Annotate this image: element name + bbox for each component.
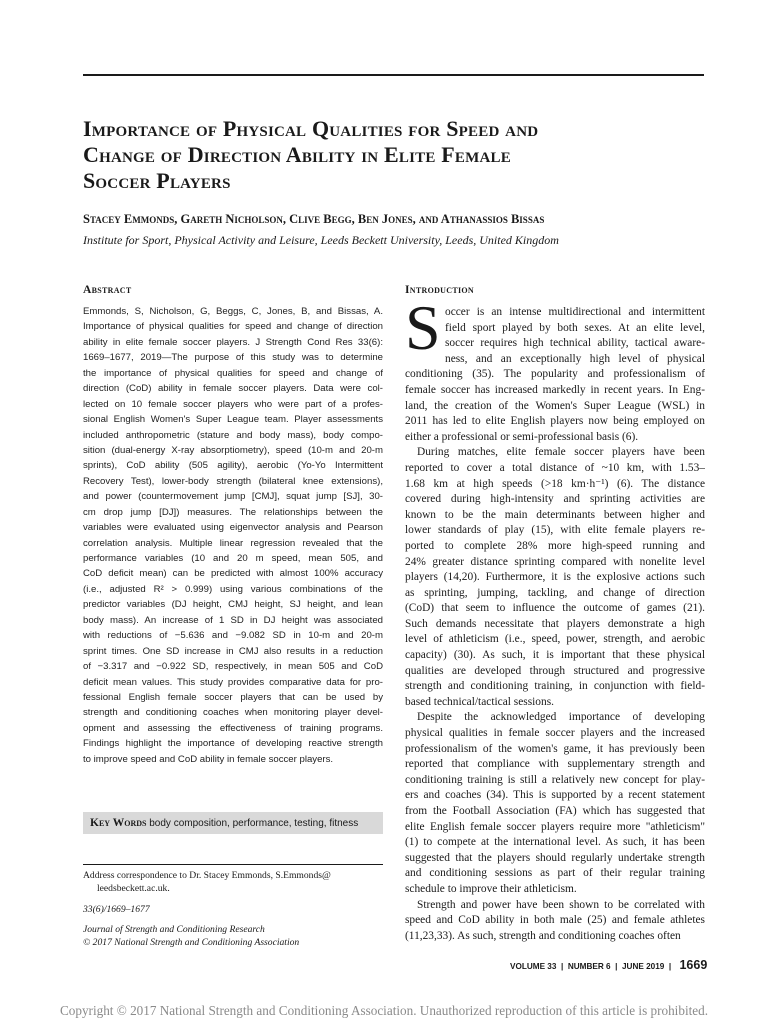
intro-line: known to be the main determinants between higher and [405,508,705,521]
intro-line: elite English female soccer players require more "athleticism" [405,820,705,833]
abstract-line: Findings highlight the importance of developing reactive strength [83,738,383,750]
abstract-line: sition (dual-energy X-ray absorptiometry), speed (10-m and 20-m [83,444,383,456]
abstract-line: variables were evaluated using eigenvector analysis and Pearson [83,522,383,534]
abstract-line: opment and assessing the effectiveness of training programs. [83,722,383,734]
intro-line: (1) to compete at the international level. As such, it has been [405,836,705,849]
folio-page-number: 1669 [679,958,708,972]
abstract-line: included anthropometric (stature and body mass), body compo- [83,429,383,441]
top-rule [83,74,704,76]
keywords-text: body composition, performance, testing, fitness [149,818,359,829]
title-line-2: Change of Direction Ability in Elite Female [83,142,511,167]
introduction-body [405,305,705,944]
abstract-body [83,304,383,767]
intro-line: speed and CoD ability in both male (25) and female athletes [405,914,705,927]
journal-copyright: © 2017 National Strength and Conditioning Association [83,937,300,949]
abstract-line: body mass). An increase of 1 SD in DJ height was associated [83,614,383,626]
intro-line: physical qualities in female soccer players and the increased [405,727,705,740]
abstract-line: of −3.317 and −0.922 SD, respectively, in mean 505 and CoD [83,661,383,673]
abstract-line: sprint times. One SD increase in CMJ also results in a reduction [83,645,383,657]
intro-line: occer is an intense multidirectional and intermittent [445,306,705,318]
copyright-watermark: Copyright © 2017 National Strength and Conditioning Association. Unauthorized reproduction of this article is prohibited. [59,1003,709,1018]
intro-line: strength and conditioning training, in conjunction with field- [405,680,705,693]
intro-line: suggested that the players should regularly undertake strength [405,851,705,864]
page-folio: VOLUME 33 | NUMBER 6 | JUNE 2019 | 1669 [510,958,708,972]
intro-line: schedule to improve their athleticism. [405,882,577,895]
abstract-line: performance variables (10 and 20 m speed, mean 505, and [83,553,383,564]
abstract-line: Importance of physical qualities for speed and change of direction [83,321,383,333]
intro-line: qualities are developed through structured and progressive [405,664,705,677]
intro-line: from the Football Association (FA) which has suggested that [405,805,705,817]
affiliation: Institute for Sport, Physical Activity and Leisure, Leeds Beckett University, Leeds, United Kingdom [83,233,559,247]
intro-line: based technical/tactical sessions. [405,695,554,708]
abstract-line: ability in elite female soccer players. J Strength Cond Res 33(6): [83,336,383,348]
intro-line: professionalism of the women's game, it has previously been [405,742,705,755]
address-line-1: Address correspondence to Dr. Stacey Emmonds, S.Emmonds@ [83,870,331,881]
intro-line: (CoD) that seem to influence the outcome of games (21). [405,602,705,615]
footnote-rule [83,864,383,865]
address-line-2: leedsbeckett.ac.uk. [97,882,170,894]
intro-line: as sprinting, jumping, tackling, and change of direction [405,586,705,599]
abstract-line: the importance of physical qualities for speed and change of [83,367,383,379]
folio-volume: VOLUME 33 [510,962,557,971]
abstract-line: lected on 10 female soccer players who were part of a profes- [83,398,383,410]
abstract-line: Emmonds, S, Nicholson, G, Beggs, C, Jones, B, and Bissas, A. [83,306,383,317]
abstract-line: correlation analysis. Multiple linear regression revealed that the [83,537,383,549]
abstract-line: predictor variables (DJ height, CMJ height, SJ height, and lean [83,599,383,611]
intro-line: reported to cover a total distance of ~10 km, with 1.53– [405,461,705,474]
abstract-line: sprints), CoD ability (505 agility), aerobic (Yo-Yo Intermittent [83,460,383,472]
intro-line: During matches, elite female soccer players have been [417,446,705,459]
intro-line: 1.68 km at high speeds (>18 km·h⁻¹) (6). The distance [405,477,705,490]
abstract-line: 1669–1677, 2019—The purpose of this study was to determine [83,352,383,364]
intro-line: soccer requires high technical ability, tactical aware- [445,337,705,350]
folio-date: JUNE 2019 [622,962,665,971]
intro-line: field sport played by both sexes. At an elite level, [445,321,705,334]
title-line-1: Importance of Physical Qualities for Speed and [83,116,539,141]
intro-line: level of athleticism (i.e., speed, power, strength, and aerobic [405,633,705,646]
intro-line: Despite the acknowledged importance of developing [417,711,705,724]
intro-line: Such demands necessitate that players demonstrate a high [405,617,705,630]
abstract-line: cm drop jump [DJ]) measures. The relationships between the [83,506,383,518]
abstract-line: direction (CoD) ability in female soccer players. Data were col- [83,383,383,395]
intro-line: lower standards of play (15), with elite female players re- [405,524,705,537]
abstract-line: Recovery Test), lower-body strength (bilateral knee extensions), [83,475,383,487]
intro-line: reported that compliance with supplementary strength and [405,758,705,771]
journal-name: Journal of Strength and Conditioning Research [83,924,265,936]
intro-line: players (14,20). Furthermore, it is the explosive actions such [405,571,705,584]
intro-line: ported to complete 28% more high-speed running and [405,539,705,552]
intro-line: and conditioning sessions as part of their regular training [405,867,705,880]
intro-line: ness, and an exceptionally high level of physical [445,352,705,365]
abstract-line: and power (countermovement jump [CMJ], squat jump [SJ], 30- [83,491,383,503]
author-list: Stacey Emmonds, Gareth Nicholson, Clive Begg, Ben Jones, and Athanassios Bissas [83,212,545,226]
intro-line: 2011 has led to elite English players now being employed on [405,415,705,428]
intro-line: ers and coaches (34). This is supported by a recent statement [405,789,705,802]
abstract-line: fessional English female soccer players that can be used by [83,691,383,703]
abstract-heading: Abstract [83,284,132,296]
introduction-heading: Introduction [405,284,474,296]
abstract-line: deficit mean values. This study provides comparative data for pro- [83,676,383,688]
intro-line: either a professional or semi-professional basis (6). [405,430,639,443]
intro-line: (11,23,33). As such, strength and conditioning coaches often [405,929,681,942]
abstract-line: strength and conditioning coaches when monitoring player devel- [83,707,383,719]
intro-line: covered during high-intensity and sprinting activities are [405,493,705,506]
abstract-line: sional English Women's Super League team. Player assessments [83,414,383,426]
keywords-label: Key Words [90,817,147,829]
abstract-line: CoD deficit mean) can be predicted with almost 100% accuracy [83,568,383,580]
folio-number: NUMBER 6 [567,962,611,971]
intro-line: land, the creation of the Women's Super League (WSL) in [405,399,705,412]
intro-line: capacity) (30). As such, it is important that these physical [405,649,705,662]
abstract-line: (i.e., adjusted R² > 0.999) using various combinations of the [83,583,383,595]
footnotes [83,870,383,950]
abstract-line: with reductions of −5.636 and −9.082 SD in 10-m and 20-m [83,630,383,642]
intro-line: conditioning training is still a relatively new concept for play- [405,773,705,786]
intro-line: female soccer has increased markedly in recent years. In Eng- [405,383,705,396]
article-title [83,116,723,194]
intro-line: 24% greater distance sprinting compared with nonelite level [405,555,705,568]
title-line-3: Soccer Players [83,168,231,193]
keywords-box [83,812,383,834]
intro-line: Strength and power have been shown to be correlated with [417,898,705,911]
drop-cap: S [405,292,441,363]
intro-line: conditioning (35). The popularity and professionalism of [405,368,705,381]
citation-line: 33(6)/1669–1677 [83,903,150,915]
abstract-line: to improve speed and CoD ability in female soccer players. [83,753,334,765]
